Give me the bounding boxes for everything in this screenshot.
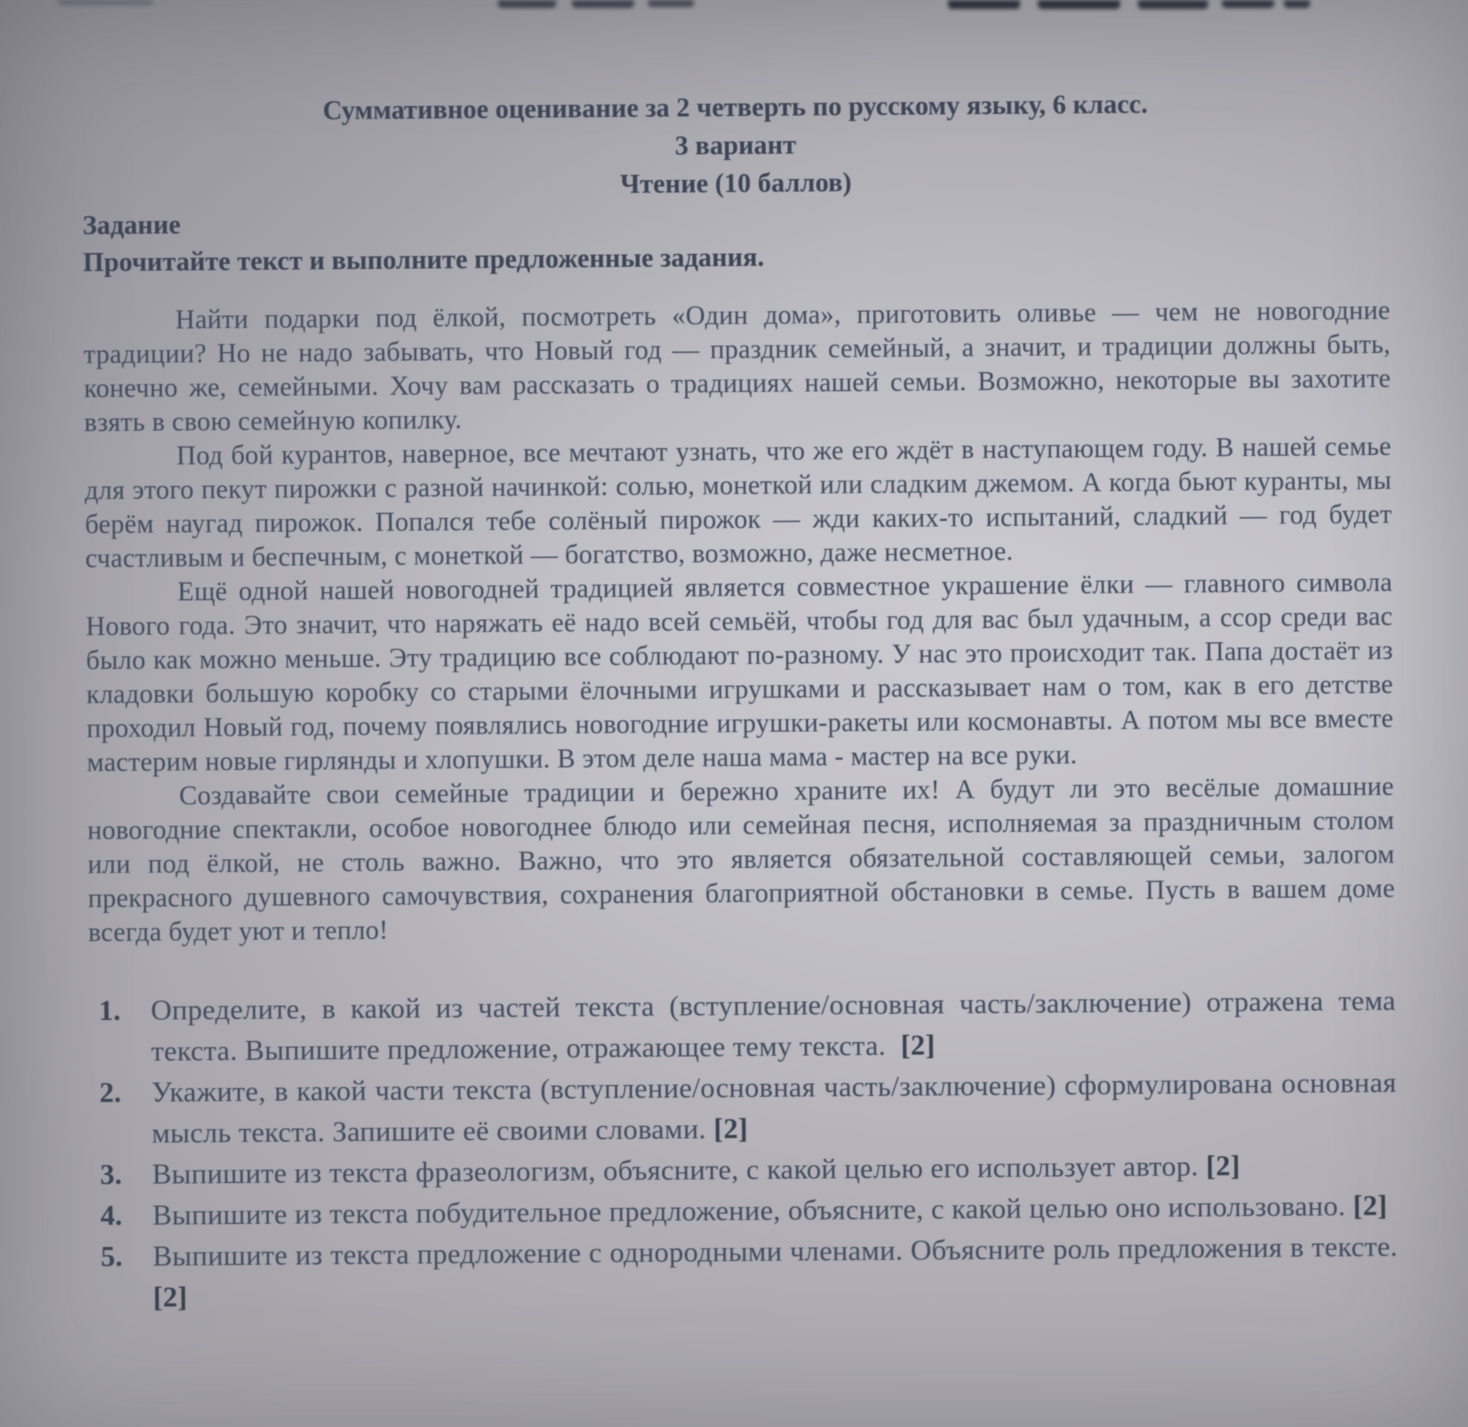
task-label: Задание <box>82 209 181 241</box>
question-text <box>153 1227 1399 1319</box>
question-text-body: Выпишите из текста побудительное предложение, объясните, с какой целью оно использовано. <box>152 1190 1346 1232</box>
document-title: Суммативное оценивание за 2 четверть по русскому языку, 6 класс. <box>322 88 1148 126</box>
question-item <box>99 981 1397 1073</box>
question-number: 2. <box>99 1076 122 1110</box>
question-points: [2] <box>152 1281 188 1314</box>
document-page <box>81 0 1398 1319</box>
section-label: Чтение (10 баллов) <box>619 167 852 199</box>
question-text <box>151 981 1397 1073</box>
question-number: 4. <box>100 1199 123 1233</box>
question-points: [2] <box>1352 1189 1388 1223</box>
question-points: [2] <box>900 1029 936 1062</box>
paragraph: Найти подарки под ёлкой, посмотреть «Один дома», приготовить оливье — чем не новогодние традиции? Но не надо забывать, что Новый год — праздник семейный, а значит, и традиции должны быть, конечно же, семейными. Хочу вам рассказать о традициях нашей семьи. Возможно, некоторые вы захотите взять в свою семейную копилку. <box>83 294 1391 438</box>
question-number: 3. <box>99 1158 122 1192</box>
question-text-body: Определите, в какой из частей текста (вступление/основная часть/заключение) отражена тема текста. Выпишите предложение, отражающее тему текста. <box>150 984 1396 1068</box>
reading-text <box>83 293 1395 949</box>
question-points: [2] <box>1205 1150 1241 1183</box>
paragraph: Создавайте свои семейные традиции и бережно храните их! А будут ли это весёлые домашние новогодние спектакли, особое новогоднее блюдо или семейная песня, исполняемая за праздничным столом или под ёлкой, не столь важно. Важно, что это является обязательной составляющей семьи, залогом прекрасного душевного самочувствия, сохранения благоприятной обстановки в семье. Пусть в вашем доме всегда будет уют и тепло! <box>87 770 1395 948</box>
question-item <box>99 1063 1397 1155</box>
task-instruction: Прочитайте текст и выполните предложенные задания. <box>82 241 765 278</box>
question-item <box>101 1227 1399 1319</box>
question-points: [2] <box>713 1112 749 1146</box>
question-text-body: Укажите, в какой части текста (вступление/основная часть/заключение) сформулирована основная мысль текста. Запишите её своими словами. <box>151 1066 1397 1150</box>
paragraph: Ещё одной нашей новогодней традицией является совместное украшение ёлки — главного символа Нового года. Это значит, что наряжать её надо всей семьёй, чтобы год для вас был удачным, а ссор среди вас было как можно меньше. Эту традицию все соблюдают по-разному. У нас это происходит так. Папа достаёт из кладовки большую коробку со старыми ёлочными игрушками и рассказывает нам о том, как в его детстве проходил Новый год, почему появлялись новогодние игрушки-ракеты или космонавты. А потом мы все вместе мастерим новые гирлянды и хлопушки. В этом деле наша мама - мастер на все руки. <box>85 566 1394 778</box>
question-list <box>89 981 1399 1319</box>
question-text-body: Выпишите из текста фразеологизм, объясните, с какой целью его использует автор. <box>151 1150 1199 1191</box>
question-number: 1. <box>98 994 121 1028</box>
question-text-body: Выпишите из текста предложение с однородными членами. Объясните роль предложения в тексте. <box>152 1230 1398 1273</box>
paragraph: Под бой курантов, наверное, все мечтают узнать, что же его ждёт в наступающем году. В нашей семье для этого пекут пирожки с разной начинкой: солью, монеткой или сладким джемом. А когда бьют куранты, мы берём наугад пирожок. Попался тебе солёный пирожок — жди каких-то испытаний, сладкий — год будет счастливым и беспечным, с монеткой — богатство, возможно, даже несметное. <box>84 430 1393 574</box>
question-number: 5. <box>100 1240 123 1274</box>
variant-label: 3 вариант <box>674 129 797 161</box>
question-text <box>151 1063 1397 1155</box>
